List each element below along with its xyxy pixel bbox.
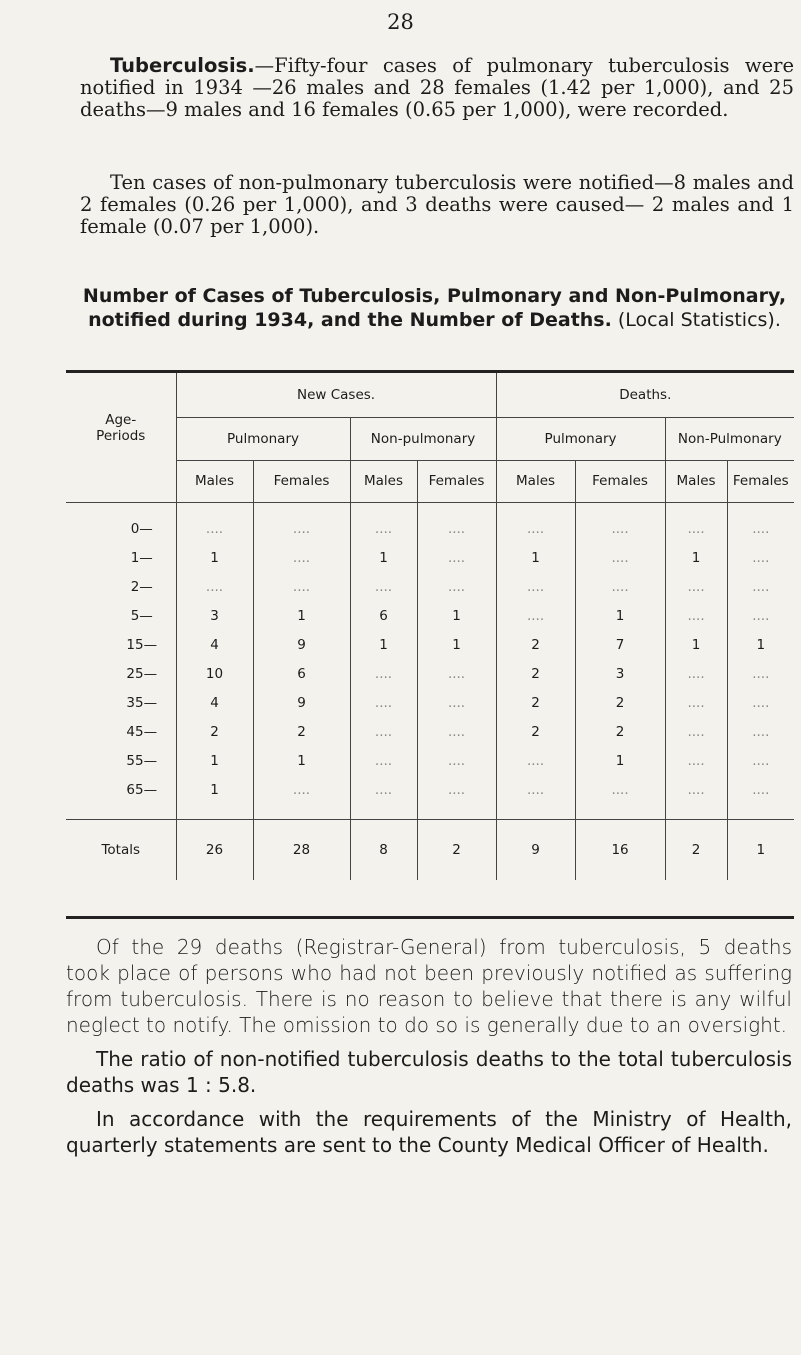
table-cell: .... [727, 747, 794, 776]
age-period-cell: 0— [130, 521, 153, 537]
table-cell: .... [350, 747, 417, 776]
page-number: 28 [387, 10, 414, 34]
table-cell: 3 [176, 602, 253, 631]
table-cell: .... [575, 544, 665, 573]
table-cell: .... [350, 718, 417, 747]
age-period-cell: 35— [126, 695, 158, 711]
table-cell: 10 [176, 660, 253, 689]
table-cell: 2 [253, 718, 350, 747]
closing-paragraph-deaths: Of the 29 deaths (Registrar-General) from tuberculosis, 5 deaths took place of persons who had not been previously notified as suffering from tuberculosis. There is no reason to believe that there is any wilful neglect to notify. The omission to do so is generally due to an oversight. [66, 935, 792, 1037]
table-cell: 1 [176, 776, 253, 820]
column-header-males: Males [176, 460, 253, 502]
age-period-cell: 2— [130, 579, 153, 595]
table-cell: .... [665, 689, 727, 718]
table-cell: .... [727, 502, 794, 544]
table-cell: 1 [575, 747, 665, 776]
table-heading-bold: Number of Cases of Tuberculosis, Pulmonary and Non-Pulmonary, notified during 1934, and the Number of Deaths. [82, 285, 787, 331]
table-cell: 4 [176, 689, 253, 718]
table-row [66, 573, 794, 602]
table-cell: .... [176, 502, 253, 544]
table-cell: .... [496, 747, 575, 776]
table-cell: 2 [496, 660, 575, 689]
table-cell: .... [253, 573, 350, 602]
table-cell: .... [727, 776, 794, 820]
total-cell: 2 [665, 819, 727, 880]
total-cell: 9 [496, 819, 575, 880]
table-row [66, 602, 794, 631]
table-cell: .... [496, 776, 575, 820]
table-cell: 1 [575, 602, 665, 631]
closing-paragraph-ministry: In accordance with the requirements of the Ministry of Health, quarterly statements are sent to the County Medical Officer of Health. [66, 1107, 792, 1157]
total-cell: 26 [176, 819, 253, 880]
column-header-females: Females [727, 460, 794, 502]
table-cell: .... [727, 573, 794, 602]
table-cell: 2 [496, 718, 575, 747]
table-cell: .... [665, 660, 727, 689]
column-header-males: Males [350, 460, 417, 502]
age-period-cell: 45— [126, 724, 158, 740]
table-cell: .... [417, 660, 496, 689]
column-group-new-cases: New Cases. [176, 373, 496, 417]
total-cell: 2 [417, 819, 496, 880]
table-cell: 1 [176, 747, 253, 776]
age-period-cell: 55— [126, 753, 158, 769]
column-header-age-periods: Age- Periods [96, 412, 146, 444]
table-cell: 7 [575, 631, 665, 660]
table-row [66, 502, 794, 544]
totals-label: Totals [66, 819, 176, 880]
column-header-females: Females [253, 460, 350, 502]
table-cell: .... [350, 660, 417, 689]
column-header-females: Females [575, 460, 665, 502]
column-header-new-pulmonary: Pulmonary [176, 417, 350, 460]
column-header-deaths-non-pulmonary: Non-Pulmonary [665, 417, 794, 460]
table-cell: .... [727, 544, 794, 573]
table-cell: .... [727, 602, 794, 631]
column-group-deaths: Deaths. [496, 373, 794, 417]
total-cell: 1 [727, 819, 794, 880]
intro-paragraph-pulmonary [80, 55, 794, 121]
table-cell: .... [575, 776, 665, 820]
table-cell: 6 [253, 660, 350, 689]
table-cell: .... [417, 544, 496, 573]
table-cell: .... [665, 718, 727, 747]
column-header-new-non-pulmonary: Non-pulmonary [350, 417, 496, 460]
table-cell: .... [575, 502, 665, 544]
table-cell: .... [665, 747, 727, 776]
table-cell: 1 [417, 631, 496, 660]
table-bottom-rule [66, 916, 794, 919]
table-cell: 1 [176, 544, 253, 573]
table-cell: .... [727, 689, 794, 718]
total-cell: 8 [350, 819, 417, 880]
table-cell: .... [350, 573, 417, 602]
age-period-cell: 1— [130, 550, 153, 566]
table-cell: 9 [253, 689, 350, 718]
table-cell: .... [727, 660, 794, 689]
intro-paragraph-non-pulmonary: Ten cases of non-pulmonary tuberculosis were notified—8 males and 2 females (0.26 per 1,000), and 3 deaths were caused— 2 males and 1 female (0.07 per 1,000). [80, 171, 794, 238]
table-cell: .... [665, 573, 727, 602]
table-cell: 1 [350, 544, 417, 573]
column-header-females: Females [417, 460, 496, 502]
section-lead-tuberculosis: Tuberculosis. [110, 54, 255, 77]
table-cell: .... [496, 502, 575, 544]
table-row [66, 689, 794, 718]
table-cell: 1 [727, 631, 794, 660]
table-cell: .... [417, 573, 496, 602]
tuberculosis-table [66, 373, 794, 880]
table-body [66, 502, 794, 819]
table-heading-normal: (Local Statistics). [611, 309, 781, 331]
table-heading [82, 284, 787, 332]
table-row [66, 747, 794, 776]
column-header-males: Males [665, 460, 727, 502]
table-cell: .... [496, 602, 575, 631]
table-cell: .... [575, 573, 665, 602]
age-period-cell: 5— [130, 608, 153, 624]
table-cell: 1 [665, 631, 727, 660]
table-cell: .... [417, 747, 496, 776]
table-cell: .... [417, 718, 496, 747]
table-cell: 2 [176, 718, 253, 747]
table-cell: .... [417, 689, 496, 718]
table-cell: 2 [575, 718, 665, 747]
table-cell: .... [496, 573, 575, 602]
table-cell: .... [350, 776, 417, 820]
column-header-males: Males [496, 460, 575, 502]
age-period-cell: 25— [126, 666, 158, 682]
table-cell: .... [253, 544, 350, 573]
table-cell: 6 [350, 602, 417, 631]
closing-paragraph-ratio: The ratio of non-notified tuberculosis deaths to the total tuberculosis deaths was 1 : 5.8. [66, 1047, 792, 1097]
table-cell: .... [417, 502, 496, 544]
table-cell: 2 [575, 689, 665, 718]
table-cell: .... [665, 502, 727, 544]
totals-row [66, 819, 794, 880]
table-cell: 3 [575, 660, 665, 689]
table-cell: 1 [417, 602, 496, 631]
column-header-age-blank [66, 460, 176, 502]
table-row [66, 660, 794, 689]
table-cell: 1 [665, 544, 727, 573]
table-cell: 2 [496, 631, 575, 660]
table-cell: 1 [253, 747, 350, 776]
table-cell: .... [253, 776, 350, 820]
table-cell: 2 [496, 689, 575, 718]
table-row [66, 544, 794, 573]
table-cell: .... [665, 602, 727, 631]
intro-paragraph-pulmonary-text: —Fifty-four cases of pulmonary tuberculosis were notified in 1934 —26 males and 28 females (1.42 per 1,000), and 25 deaths—9 males and 16 females (0.65 per 1,000), were recorded. [80, 54, 794, 121]
table-cell: 4 [176, 631, 253, 660]
table-row [66, 718, 794, 747]
table-cell: 9 [253, 631, 350, 660]
table-cell: .... [350, 689, 417, 718]
table-cell: 1 [496, 544, 575, 573]
table-row [66, 776, 794, 820]
table-cell: .... [176, 573, 253, 602]
total-cell: 28 [253, 819, 350, 880]
table-cell: .... [665, 776, 727, 820]
table-cell: .... [727, 718, 794, 747]
column-header-deaths-pulmonary: Pulmonary [496, 417, 665, 460]
age-period-cell: 65— [126, 782, 158, 798]
table-cell: .... [417, 776, 496, 820]
total-cell: 16 [575, 819, 665, 880]
age-period-cell: 15— [126, 637, 158, 653]
table-row [66, 631, 794, 660]
table-cell: 1 [253, 602, 350, 631]
table-cell: .... [253, 502, 350, 544]
table-cell: .... [350, 502, 417, 544]
table-cell: 1 [350, 631, 417, 660]
